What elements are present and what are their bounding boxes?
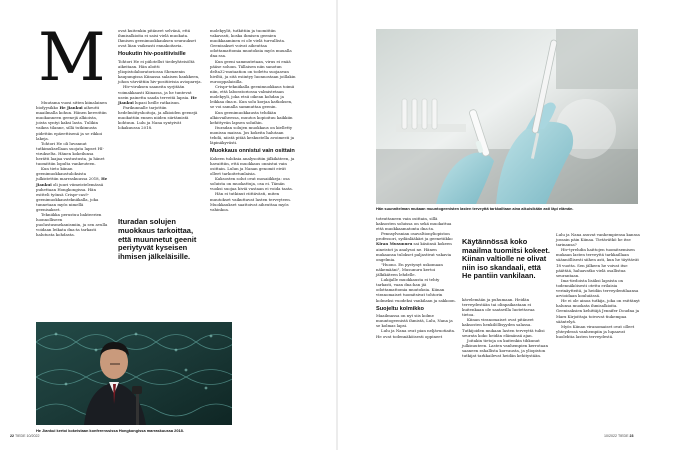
section-heading: Muokkaus onnistui vain osittain [210, 148, 295, 155]
paragraph: "Huono. En pystynyt uskomaan näkemääni", Musunuru kertoi jälkikäteen lehdelle. [376, 261, 443, 278]
section-heading: Suojeltu kolmikko [376, 305, 424, 312]
paragraph: Pennsylvanian osavaltionyliopiston professori, sydänlääkäri ja geenetiikko Kiran Musunuru sai käsiinsä kokeen aineistot ja analysoi ne. Hänen mukaansa tulokset paljastivat vakavia ongelmia. [376, 231, 453, 262]
paragraph: Kun tieto kiinan geenimuokkaustuloksista julkistettiin marraskuussa 2018, He Jiankui oli juuri viimeistelemässä puhettaan Hongkongissa. Hän esitteli työnsä Crispr-cas9-geenimuokkaustekniikalla, joka tunnetaan myös nimellä geenisakset. [36, 166, 108, 212]
lab-photo [376, 29, 638, 204]
paragraph: Lulu ja Nana ovat pian neljävuotiaita. He ovat todennäköisesti oppineet [376, 328, 456, 339]
page-number: 22 [10, 434, 14, 438]
paragraph: Tohtori He oli luvannut tutkimuksellaan suojata lapset HI-virukselta. Hänen kokeilunsa herätti laajaa vastustusta, ja hänet tuomittiin lopulta vankeuteen. [36, 140, 105, 167]
pull-quote: Käytännössä koko maailma tuomitsi kokeet. Kiinan valtiolle ne olivat niin iso skandaali, että He pantiin vankilaan. [462, 237, 550, 281]
paragraph: Tekniikka perustuu bakteerien luonnolliseen puolustusmekanismiin, ja sen avulla voidaan leikata dna:ta tarkasti halutusta kohdasta. [36, 212, 108, 238]
paragraph: Joitakin tietoja on kuitenkin tihkunut julkisuuteen. Lasten vanhempien kerrotaan saaneen rahallista korvausta, ja yliopiston tutkijat tarkkailevat heidän kehitystään. [462, 337, 548, 359]
lab-photo-caption: Hän suunnitelman mukaan muuntogeenisten lasten terveyttä tarkkailtaan aina aikuisikään asti läpi elämän. [376, 206, 574, 211]
right-column-3 [556, 232, 640, 339]
paragraph: kävelemään ja puhumaan. Heidän terveydestään tai olinpaikastaan ei kuitenkaan ole saatavilla luotettavaa tietoa. [462, 297, 535, 318]
paragraph: Crispr-tekniikalla geenimuokkaus toimii niin, että laboratoriossa valmistetaan molekyyli, joka etsii oikean kohdan ja leikkaa dna:n. Kun solu korjaa katkoksen, se voi samalla sammuttaa geenin. [210, 84, 295, 110]
paragraph: Maailmassa on nyt siis kolme muuntogeenistä ihmistä, Lulu, Nana ja se kolmas lapsi. [376, 313, 453, 329]
paragraph: Parikunnalle tarjottiin hedelmöityshoitoja, ja alkioiden geenejä muokattiin ennen niiden siirtämistä kohtuun. Lulu ja Nana syntyivät lokakuussa 2018. [118, 104, 198, 131]
paragraph: Lulu ja Nana asuvat vanhempiensa kanssa jossain päin Kiinaa. Tietävätkö he itse tarinansa? [556, 232, 640, 248]
magazine-name: TIEDE [14, 434, 26, 438]
pull-quote: Ituradan solujen muokkaus tarkoittaa, että muunnetut geenit periytyvät kyseisen ihmisen jälkeläisille. [118, 217, 197, 262]
paragraph: Hiv-viruksen saaneita syrjitään voimakkaasti Kiinassa, ja he tuntevat usein painetta saada terveitä lapsia. He Jiankui lupasi heille ratkaisun. [118, 84, 197, 105]
paragraph: Kiinan viranomaiset ovat pitäneet kaksosten henkilöllisyyden salassa. Tutkijoiden mukaan lasten terveyttä tulisi seurata koko heidän elämänsä ajan. [462, 317, 545, 338]
paragraph: Kun geeni sammutetaan, virus ei enää pääse soluun. Tällaisen niin sanotun delta32-mutaation on todettu suojaavan hiviltä, ja sitä esiintyy luonnostaan joillakin eurooppalaisilla. [210, 58, 296, 84]
page-footer-left [10, 434, 40, 438]
paragraph: Lukijalle muokkausta ei tehty tarkasti, vaan dna:han jäi odottamattomia muutoksia. Kiinan viranomaiset tuomitsivat tohtorin kolmeksi vuodeksi vankilaan ja sakkoon. [376, 277, 456, 303]
drop-cap: M [38, 19, 105, 96]
page-footer-right [604, 434, 634, 438]
paragraph: Hän ei tutkinut riittävästi, miten muutokset vaikuttavat lasten terveyteen. Muokkaukset saattoivat aiheuttaa myös vahinkoa. [210, 191, 291, 212]
page-number: 23 [629, 434, 634, 438]
paragraph: Ituradan solujen muokkaus on kielletty monissa maissa. Jos kokeita halutaan tehdä, niistä pitää keskustella avoimesti ja läpinäkyvästi. [210, 124, 295, 146]
paragraph: ovat kuitenkin pitäneet selvänä, että ihmisalkioita ei saisi vielä muokata. Ihmisen geenimuokkauksen seuraukset ovat liian vaikeasti ennakoitavia. [118, 28, 197, 49]
right-column-2 [462, 297, 548, 358]
photo-illustration [36, 322, 232, 425]
paragraph: Muutama vuosi sitten kiinalainen biofyysikko He Jiankui aiheutti maailmalla kohun. Hänen kerrottiin muokanneen geenejä alkioista, joista syntyi kaksi lasta. Tulikin vaikea tilanne, sillä tutkimusta pidettiin epäeettisenä ja se rikkoi lakeja. [36, 100, 107, 141]
paragraph: toteuttaneen vain osittain, sillä kaksosten soluissa on sekä muokattua että muokkaamatonta dna:ta. [376, 216, 452, 232]
left-column-3 [210, 28, 296, 212]
paragraph: Myös Kiinan viranomaiset ovat olleet yhteydessä vanhempiin ja lupaavat huolehtia lasten terveydestä. [556, 323, 635, 339]
left-column-2 [118, 28, 202, 130]
paragraph: Hiv-tyrehdin haittojen tuomitsemisen mukaan lasten terveyttä tarkkaillaan säännöllisesti siihen asti, kun he täyttävät 18 vuotta. Sen jälkeen he voivat itse päättää, haluavatko vielä osallistua seurantaan. [556, 247, 639, 278]
issue-number: 10/2022 [604, 434, 617, 438]
magazine-name: TIEDE [617, 434, 629, 438]
left-page [0, 0, 336, 450]
right-column-1 [376, 216, 456, 339]
paragraph: Ima-tiedoista lisäksi lapsista on todennäköisesti otettu erilaisia verinäytteitä, ja heidän terveydentilaansa arvioidaan kouluiässä. [556, 277, 639, 299]
photo-caption: He Jiankui kertoi kokeistaan konferenssissa Hongkongissa marraskuussa 2018. [36, 428, 184, 433]
paragraph: Kun geenimuokkausta tehdään alkiovaiheessa, muutos kopioituu kaikkiin kehittyvän lapsen soluihin. [210, 109, 293, 125]
lab-illustration [376, 29, 638, 204]
paragraph: Kokeen tuloksia analysoitiin jälkikäteen, ja havaittiin, että muokkaus onnistui vain osittain. Lulun ja Nanan genomit eivät olleet tarkoitetunlaisia. [210, 155, 295, 177]
he-jiankui-photo [36, 322, 232, 425]
paragraph: molekyylit, tutkittiin ja tuomittiin vakavasti, koska ihmisen geenien muokkaaminen ei ole vielä turvallista. Geenisakset voivat aiheuttaa odottamattomia muutoksia myös muualla dna:ssa. [210, 28, 292, 59]
section-heading: Houkutin hiv-positiivisille [118, 51, 186, 58]
paragraph: Tohtori He ei piilotellut tiedeyhteisöltä aikeitaan. Hän aloitti yliopistolaboratoriossa Shenzenin kaupungissa Kiinassa salaisen hankkeen, johon värvättiin hiv-positiivisia aviopareja. [118, 58, 202, 85]
paragraph: Kaksosten solut ovat mosaiikkeja: osa soluista on muokattuja, osa ei. Tämän vuoksi suojaa hiviä vastaan ei voida taata. [210, 176, 293, 192]
paragraph: He ei ole ainoa tutkija, joka on esittänyt halunsa muokata ihmisalkioita. Geenisaksien kehittäjä Jennifer Doudna ja Marx Kirjoittaja toivovat tiukempaa sääntelyä. [556, 298, 640, 324]
left-column-1 [36, 100, 108, 238]
issue-number: 10/2022 [26, 434, 40, 438]
